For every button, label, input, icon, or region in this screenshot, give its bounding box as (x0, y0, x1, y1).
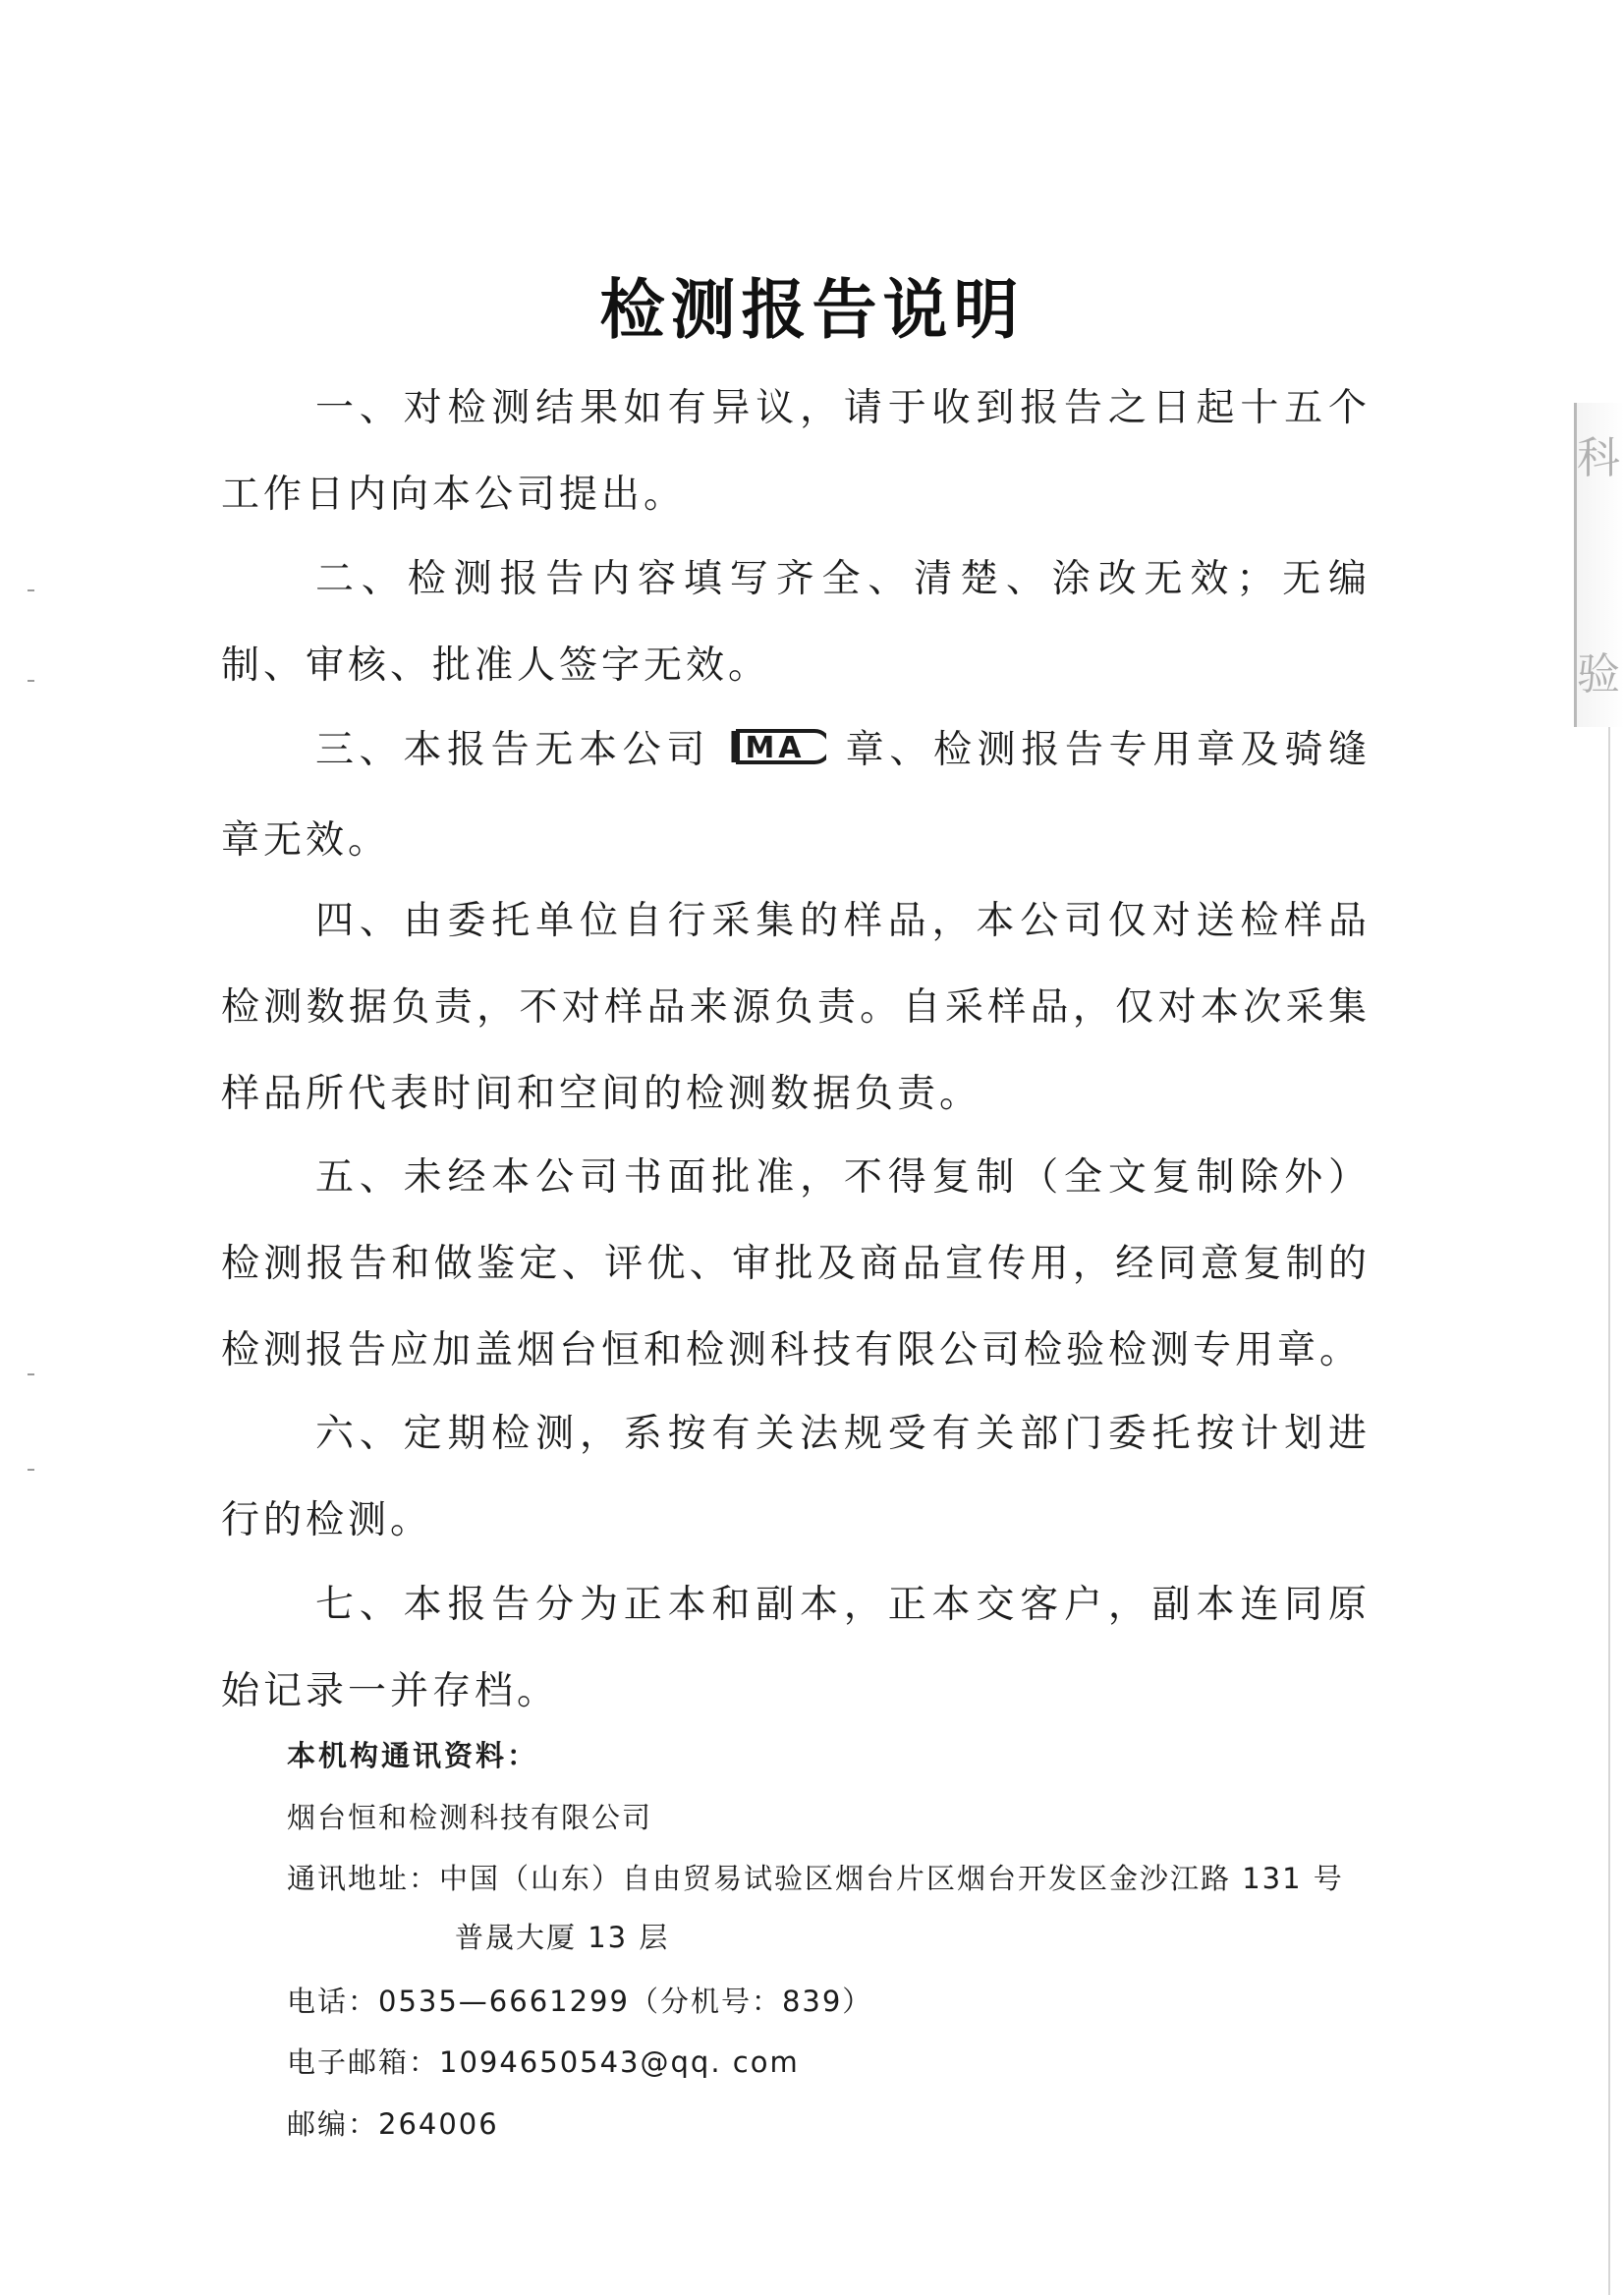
cma-logo-text: MA (745, 731, 806, 765)
seal-fragment-char-1: 科 (1577, 433, 1620, 483)
clause-3 (221, 707, 1371, 884)
page-edge-line (1608, 727, 1610, 2295)
scan-speck (28, 589, 34, 591)
scan-speck (28, 1373, 34, 1375)
clause-3-text-before: 三、本报告无本公司 (315, 728, 710, 772)
page-title: 检测报告说明 (599, 271, 1025, 348)
clause-4: 四、由委托单位自行采集的样品，本公司仅对送检样品检测数据负责，不对样品来源负责。自采样品，仅对本次采集样品所代表时间和空间的检测数据负责。 (221, 899, 1371, 1116)
cma-logo (724, 711, 826, 798)
scan-speck (28, 680, 34, 682)
clause-5: 五、未经本公司书面批准，不得复制（全文复制除外）检测报告和做鉴定、评优、审批及商品宣传用，经同意复制的检测报告应加盖烟台恒和检测科技有限公司检验检测专用章。 (221, 1155, 1371, 1372)
contact-company: 烟台恒和检测科技有限公司 (287, 1801, 653, 1834)
contact-address-cont: 普晟大厦 13 层 (455, 1921, 670, 1954)
seal-fragment-char-2: 验 (1577, 649, 1620, 700)
contact-address: 通讯地址：中国（山东）自由贸易试验区烟台片区烟台开发区金沙江路 131 号 (287, 1862, 1344, 1895)
clause-3-text-after: 章、检测报告专用章及骑缝章无效。 (221, 728, 1371, 863)
contact-heading: 本机构通讯资料： (287, 1739, 539, 1772)
clause-2: 二、检测报告内容填写齐全、清楚、涂改无效；无编制、审核、批准人签字无效。 (221, 557, 1371, 688)
contact-postcode: 邮编：264006 (287, 2107, 499, 2141)
clause-1: 一、对检测结果如有异议，请于收到报告之日起十五个工作日内向本公司提出。 (221, 386, 1371, 517)
clause-6: 六、定期检测，系按有关法规受有关部门委托按计划进行的检测。 (221, 1412, 1371, 1542)
clause-7: 七、本报告分为正本和副本，正本交客户，副本连同原始记录一并存档。 (221, 1583, 1371, 1713)
contact-email: 电子邮箱：1094650543@qq. com (287, 2045, 800, 2079)
contact-phone: 电话：0535—6661299（分机号：839） (287, 1985, 873, 2018)
scan-speck (28, 1469, 34, 1471)
